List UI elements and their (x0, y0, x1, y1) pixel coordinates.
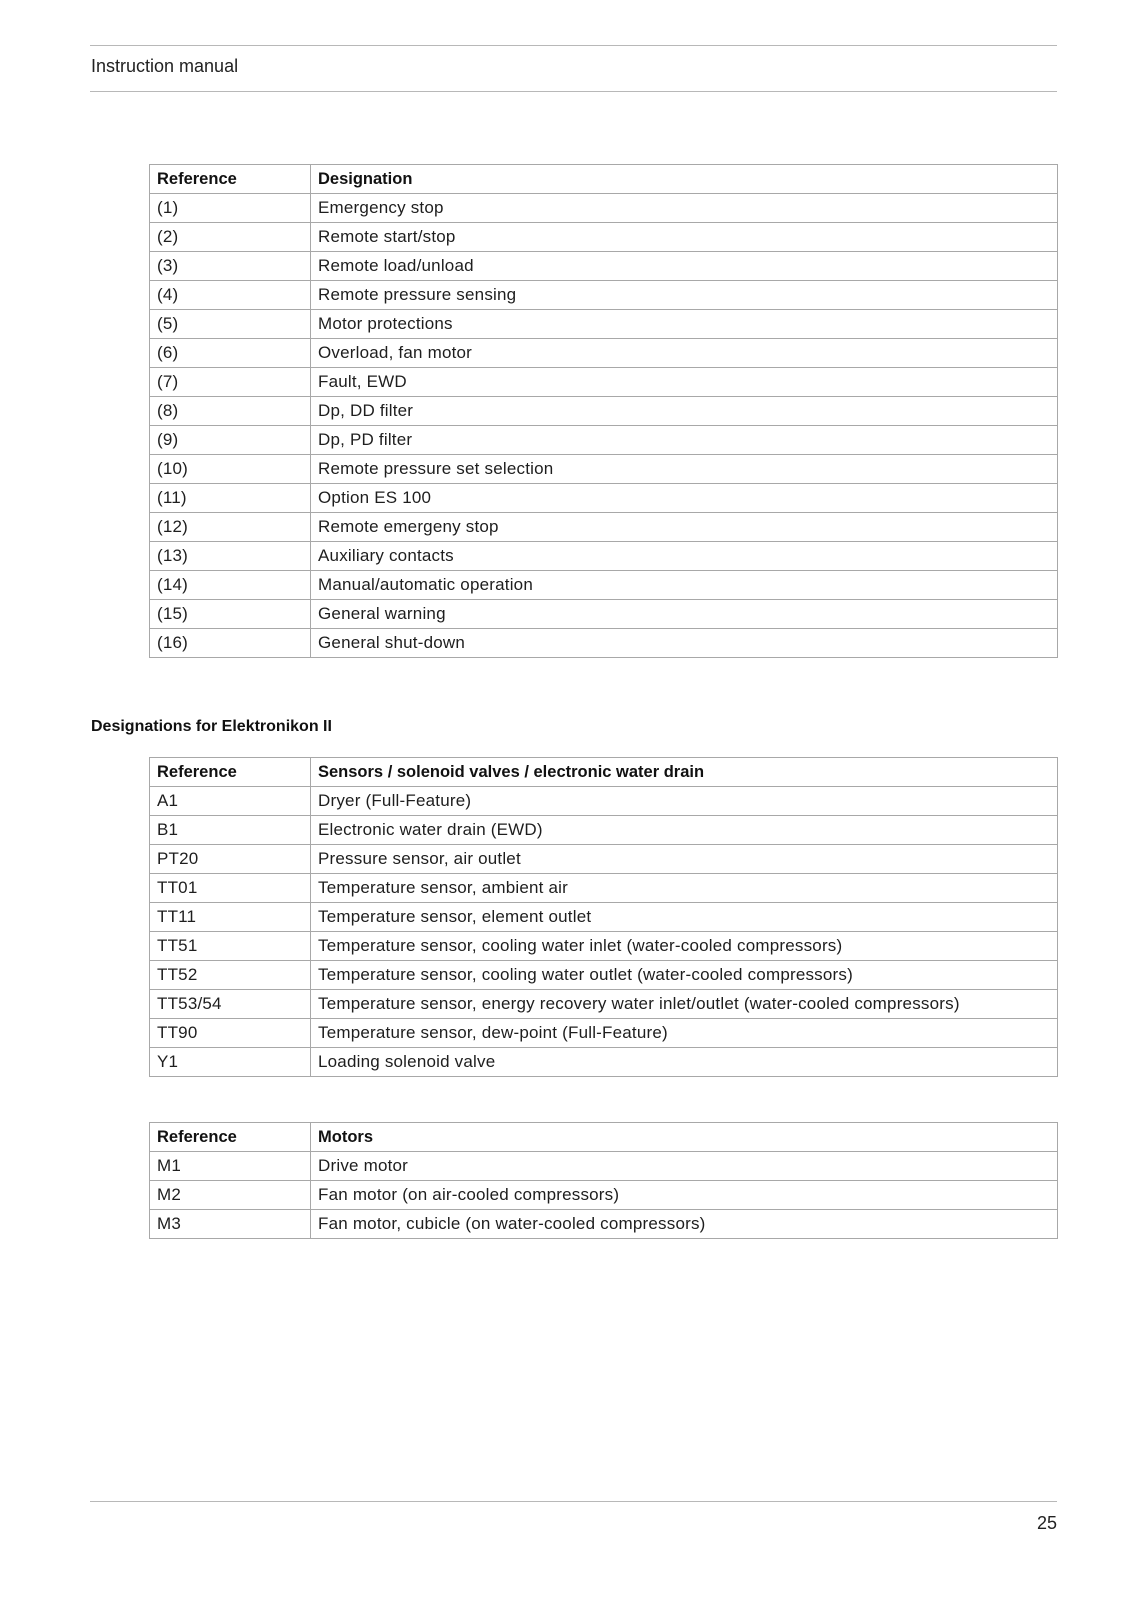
reference-cell: (4) (150, 281, 311, 310)
description-cell: Remote start/stop (311, 223, 1058, 252)
column-header-designation: Designation (311, 165, 1058, 194)
description-cell: Fan motor, cubicle (on water-cooled compressors) (311, 1210, 1058, 1239)
reference-cell: TT51 (150, 932, 311, 961)
description-cell: Temperature sensor, cooling water outlet (water-cooled compressors) (311, 961, 1058, 990)
reference-cell: M3 (150, 1210, 311, 1239)
reference-cell: Y1 (150, 1048, 311, 1077)
section-heading: Designations for Elektronikon II (91, 718, 332, 735)
reference-cell: B1 (150, 816, 311, 845)
table-row (150, 903, 1058, 932)
table-row (150, 787, 1058, 816)
description-cell: General warning (311, 600, 1058, 629)
reference-cell: TT53/54 (150, 990, 311, 1019)
reference-cell: (14) (150, 571, 311, 600)
column-header-reference: Reference (150, 758, 311, 787)
description-cell: Fault, EWD (311, 368, 1058, 397)
description-cell: Electronic water drain (EWD) (311, 816, 1058, 845)
table-row (150, 600, 1058, 629)
table-row (150, 1152, 1058, 1181)
description-cell: Dp, DD filter (311, 397, 1058, 426)
description-cell: Temperature sensor, dew-point (Full-Feature) (311, 1019, 1058, 1048)
description-cell: Temperature sensor, cooling water inlet (water-cooled compressors) (311, 932, 1058, 961)
header-top-rule (90, 45, 1057, 46)
reference-cell: (7) (150, 368, 311, 397)
description-cell: Remote pressure sensing (311, 281, 1058, 310)
description-cell: Emergency stop (311, 194, 1058, 223)
table-row (150, 339, 1058, 368)
reference-cell: (15) (150, 600, 311, 629)
description-cell: Dp, PD filter (311, 426, 1058, 455)
reference-cell: (8) (150, 397, 311, 426)
description-cell: Pressure sensor, air outlet (311, 845, 1058, 874)
table-row (150, 513, 1058, 542)
designation-table (149, 164, 1058, 658)
description-cell: Option ES 100 (311, 484, 1058, 513)
table-row (150, 1048, 1058, 1077)
description-cell: Fan motor (on air-cooled compressors) (311, 1181, 1058, 1210)
header-bottom-rule (90, 91, 1057, 92)
table-row (150, 845, 1058, 874)
reference-cell: (5) (150, 310, 311, 339)
table-row (150, 629, 1058, 658)
description-cell: Temperature sensor, element outlet (311, 903, 1058, 932)
table-row (150, 816, 1058, 845)
table-row (150, 194, 1058, 223)
description-cell: Remote load/unload (311, 252, 1058, 281)
table-header-row (150, 165, 1058, 194)
table-header-row (150, 1123, 1058, 1152)
table-row (150, 932, 1058, 961)
table-row (150, 368, 1058, 397)
table-row (150, 1019, 1058, 1048)
table-row (150, 455, 1058, 484)
reference-cell: (12) (150, 513, 311, 542)
reference-cell: (6) (150, 339, 311, 368)
table-row (150, 252, 1058, 281)
column-header-reference: Reference (150, 165, 311, 194)
table-row (150, 571, 1058, 600)
table-row (150, 310, 1058, 339)
reference-cell: M1 (150, 1152, 311, 1181)
reference-cell: TT90 (150, 1019, 311, 1048)
column-header-motors: Motors (311, 1123, 1058, 1152)
document-title: Instruction manual (91, 56, 239, 76)
reference-cell: (3) (150, 252, 311, 281)
page-number: 25 (1036, 1513, 1057, 1533)
reference-cell: (2) (150, 223, 311, 252)
reference-cell: (10) (150, 455, 311, 484)
reference-cell: TT11 (150, 903, 311, 932)
reference-cell: (9) (150, 426, 311, 455)
reference-cell: A1 (150, 787, 311, 816)
reference-cell: (16) (150, 629, 311, 658)
footer-rule (90, 1501, 1057, 1502)
table-row (150, 542, 1058, 571)
table-row (150, 484, 1058, 513)
description-cell: Drive motor (311, 1152, 1058, 1181)
motors-table (149, 1122, 1058, 1239)
table-row (150, 874, 1058, 903)
table-row (150, 990, 1058, 1019)
reference-cell: TT01 (150, 874, 311, 903)
description-cell: Temperature sensor, ambient air (311, 874, 1058, 903)
table-row (150, 281, 1058, 310)
table-row (150, 426, 1058, 455)
description-cell: Auxiliary contacts (311, 542, 1058, 571)
description-cell: Manual/automatic operation (311, 571, 1058, 600)
table-row (150, 223, 1058, 252)
description-cell: Motor protections (311, 310, 1058, 339)
description-cell: General shut-down (311, 629, 1058, 658)
reference-cell: (13) (150, 542, 311, 571)
description-cell: Overload, fan motor (311, 339, 1058, 368)
table-row (150, 961, 1058, 990)
reference-cell: (1) (150, 194, 311, 223)
table-row (150, 397, 1058, 426)
description-cell: Dryer (Full-Feature) (311, 787, 1058, 816)
column-header-reference: Reference (150, 1123, 311, 1152)
reference-cell: TT52 (150, 961, 311, 990)
table-header-row (150, 758, 1058, 787)
reference-cell: M2 (150, 1181, 311, 1210)
reference-cell: PT20 (150, 845, 311, 874)
table-row (150, 1210, 1058, 1239)
sensors-table (149, 757, 1058, 1077)
description-cell: Temperature sensor, energy recovery water inlet/outlet (water-cooled compressors) (311, 990, 1058, 1019)
reference-cell: (11) (150, 484, 311, 513)
description-cell: Loading solenoid valve (311, 1048, 1058, 1077)
column-header-sensors: Sensors / solenoid valves / electronic water drain (311, 758, 1058, 787)
description-cell: Remote pressure set selection (311, 455, 1058, 484)
table-row (150, 1181, 1058, 1210)
description-cell: Remote emergeny stop (311, 513, 1058, 542)
